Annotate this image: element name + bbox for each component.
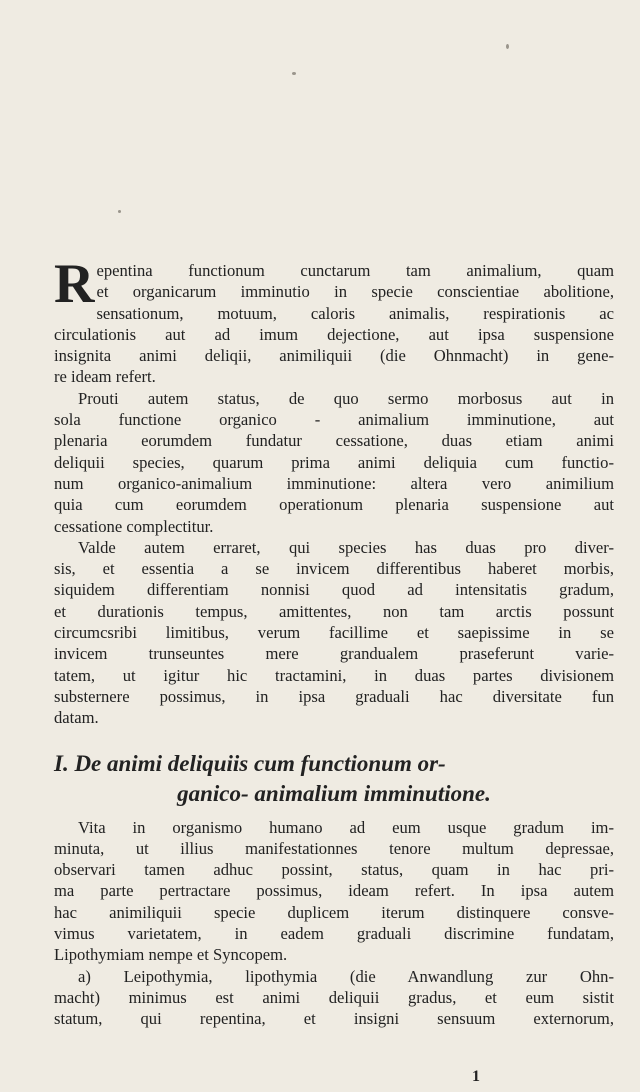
paragraph-2: [54, 388, 614, 537]
paper-speck: [292, 72, 296, 75]
text-line: ma parte pertractare possimus, ideam refert. In ipsa autem: [54, 881, 614, 901]
section-heading-line: ganico- animalium imminutione.: [177, 780, 491, 806]
paper-speck: [118, 210, 121, 213]
text-line: epentina functionum cunctarum tam animalium, quam: [96, 261, 614, 280]
text-line: sola functione organico - animalium imminutione, aut: [54, 410, 614, 430]
signature-mark: 1: [472, 1068, 480, 1085]
text-line: et durationis tempus, amittentes, non tam arctis possunt: [54, 601, 614, 621]
paragraph-1: [54, 253, 614, 388]
paragraph-5: [54, 966, 614, 1030]
paragraph-4: [54, 817, 614, 966]
text-line: substernere possimus, in ipsa graduali hac diversitate fun: [54, 686, 614, 706]
text-line: circumcsribi limitibus, verum facillime et saepissime in se: [54, 623, 614, 643]
text-line: a) Leipothymia, lipothymia (die Anwandlung zur Ohn-: [78, 966, 614, 986]
text-line: statum, qui repentina, et insigni sensuum externorum,: [54, 1009, 614, 1029]
text-line: cessatione complectitur.: [54, 516, 214, 536]
text-line: quia cum eorumdem operationum plenaria suspensione aut: [54, 495, 614, 515]
text-line: num organico-animalium imminutione: altera vero animilium: [54, 473, 614, 493]
text-line: re ideam refert.: [54, 367, 156, 387]
text-line: macht) minimus est animi deliquii gradus, et eum sistit: [54, 987, 614, 1007]
text-line: et organicarum imminutio in specie conscientiae abolitione,: [96, 282, 614, 302]
text-line: Valde autem erraret, qui species has duas pro diver-: [78, 537, 614, 557]
text-line: sis, et essentia a se invicem differentibus haberet morbis,: [54, 559, 614, 579]
text-line: observari tamen adhuc possint, status, quam in hac pri-: [54, 860, 614, 880]
drop-capital: R: [54, 253, 95, 315]
paper-speck: [506, 44, 509, 49]
text-line: tatem, ut igitur hic tractamini, in duas partes divisionem: [54, 665, 614, 685]
text-line: datam.: [54, 708, 99, 728]
text-line: minuta, ut illius manifestationnes tenore multum depressae,: [54, 838, 614, 858]
text-line: Vita in organismo humano ad eum usque gradum im-: [78, 817, 614, 837]
body-text: [54, 253, 614, 1030]
text-line: circulationis aut ad imum dejectione, aut ipsa suspensione: [54, 324, 614, 344]
paragraph-3: [54, 537, 614, 729]
text-line: deliquii species, quarum prima animi deliquia cum functio-: [54, 452, 614, 472]
text-line: sensationum, motuum, caloris animalis, respirationis ac: [96, 303, 614, 323]
text-line: invicem trunseuntes mere grandualem praseferunt varie-: [54, 644, 614, 664]
text-line: vimus varietatem, in eadem graduali discrimine fundatam,: [54, 924, 614, 944]
text-line: insignita animi deliqii, animiliquii (die Ohnmacht) in gene-: [54, 346, 614, 366]
text-line: siquidem differentiam nonnisi quod ad intensitatis gradum,: [54, 580, 614, 600]
section-heading-line: I. De animi deliquiis cum functionum or-: [54, 750, 446, 776]
text-line: Lipothymiam nempe et Syncopem.: [54, 945, 288, 965]
text-line: hac animiliquii specie duplicem iterum distinquere consve-: [54, 902, 614, 922]
text-line: Prouti autem status, de quo sermo morbosus aut in: [78, 388, 614, 408]
section-heading: [54, 749, 614, 809]
text-line: plenaria eorumdem fundatur cessatione, duas etiam animi: [54, 431, 614, 451]
